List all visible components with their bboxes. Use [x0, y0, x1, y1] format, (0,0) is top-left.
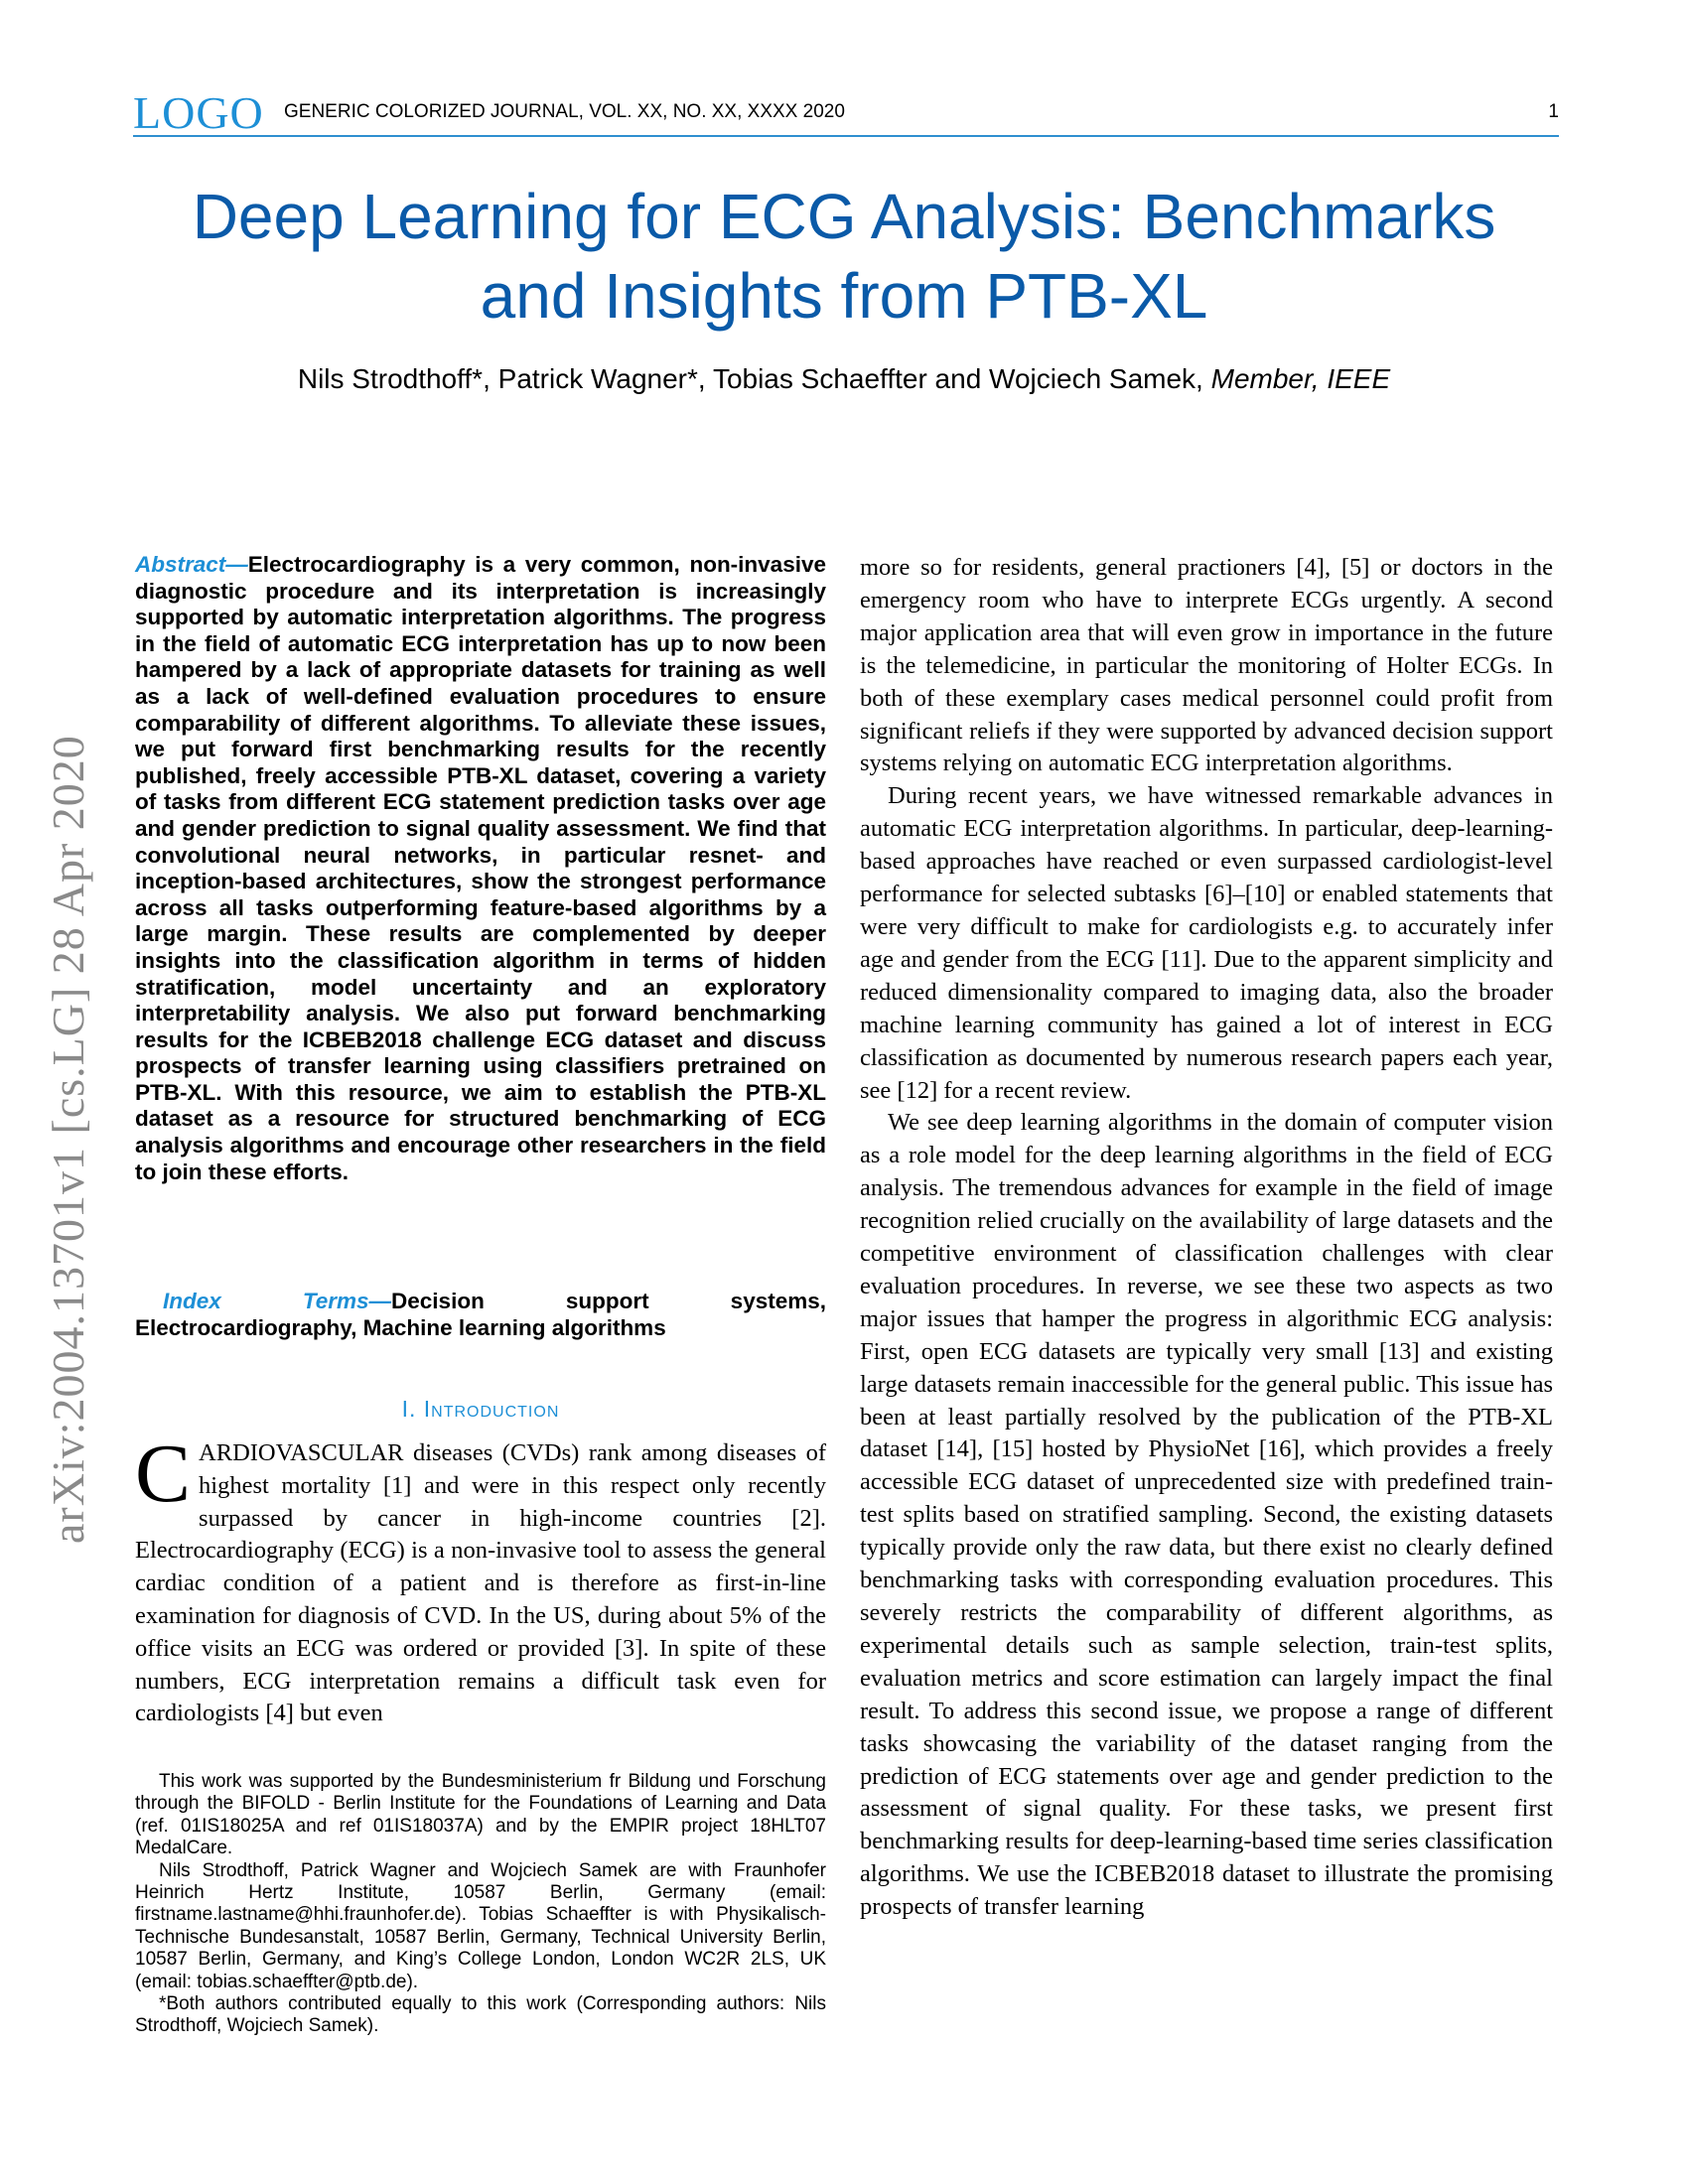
author-names: Nils Strodthoff*, Patrick Wagner*, Tobias Schaeffter and Wojciech Samek, [297, 363, 1211, 394]
drop-cap: C [135, 1428, 192, 1520]
abstract-lead: Abstract— [135, 552, 248, 577]
section-title: Introduction [423, 1396, 560, 1422]
body-paragraph: more so for residents, general practioners [4], [5] or doctors in the emergency room who have to interprete ECGs urgently. A second major application area that will even grow in importance in the future is the telemedicine, in particular the monitoring of Holter ECGs. In both of these exemplary cases medical personnel could profit from significant reliefs if they were supported by advanced decision support systems relying on automatic ECG interpretation algorithms. [860, 554, 1553, 777]
abstract [135, 552, 826, 1185]
index-terms [135, 1289, 826, 1341]
index-terms-text: Decision support systems, Electrocardiography, Machine learning algorithms [135, 1289, 826, 1340]
abstract-text: Electrocardiography is a very common, non-invasive diagnostic procedure and its interpretation is increasingly supported by automatic interpretation algorithms. The progress in the field of automatic ECG interpretation has up to now been hampered by a lack of appropriate datasets for training as well as a lack of well-defined evaluation procedures to ensure comparability of different algorithms. To alleviate these issues, we put forward first benchmarking results for the recently published, freely accessible PTB-XL dataset, covering a variety of tasks from different ECG statement prediction tasks over age and gender prediction to signal quality assessment. We find that convolutional neural networks, in particular resnet- and inception-based architectures, show the strongest performance across all tasks outperforming feature-based algorithms by a large margin. These results are complemented by deeper insights into the classification algorithm in terms of hidden stratification, model uncertainty and an exploratory interpretability analysis. We also put forward benchmarking results for the ICBEB2018 challenge ECG dataset and discuss prospects of transfer learning using classifiers pretrained on PTB-XL. With this resource, we aim to establish the PTB-XL dataset as a resource for structured benchmarking of ECG analysis algorithms and encourage other researchers in the field to join these efforts. [135, 552, 826, 1184]
intro-small-caps: ARDIOVASCULAR [199, 1439, 404, 1466]
footnote-equal-contribution: *Both authors contributed equally to this work (Corresponding authors: Nils Strodthoff, Wojciech Samek). [135, 1993, 826, 2037]
journal-logo: LOGO [133, 87, 264, 138]
page-number: 1 [1548, 101, 1559, 122]
footnote-affiliations: Nils Strodthoff, Patrick Wagner and Wojciech Samek are with Fraunhofer Heinrich Hertz Institute, 10587 Berlin, Germany (email: firstname.lastname@hhi.fraunhofer.de). Tobias Schaeffter is with Physikalisch-Technische Bundesanstalt, 10587 Berlin, Germany, Technical University Berlin, 10587 Berlin, Germany, and King’s College London, London WC2R 2LS, UK (email: tobias.schaeffter@ptb.de). [135, 1859, 826, 1992]
author-membership: Member, IEEE [1210, 363, 1391, 394]
introduction-paragraph [135, 1428, 826, 1730]
section-number: I. [401, 1396, 417, 1422]
title-line-2: and Insights from PTB-XL [480, 260, 1208, 332]
arxiv-side-stamp: arXiv:2004.13701v1 [cs.LG] 28 Apr 2020 [43, 735, 93, 1544]
body-paragraph: During recent years, we have witnessed remarkable advances in automatic ECG interpretation algorithms. In particular, deep-learning-based approaches have reached or even surpassed cardiologist-level performance for selected subtasks [6]–[10] or enabled statements that were very difficult to make for cardiologists e.g. to accurately infer age and gender from the ECG [11]. Due to the apparent simplicity and reduced dimensionality compared to imaging data, also the broader machine learning community has gained a lot of interest in ECG classification as documented by numerous research papers each year, see [12] for a recent review. [860, 782, 1553, 1104]
author-list [99, 363, 1589, 395]
right-column-body [860, 552, 1553, 1924]
paper-title [99, 177, 1589, 336]
index-terms-lead: Index Terms— [163, 1289, 392, 1313]
title-line-1: Deep Learning for ECG Analysis: Benchmarks [192, 181, 1496, 252]
journal-info: GENERIC COLORIZED JOURNAL, VOL. XX, NO. XX, XXXX 2020 [284, 101, 845, 122]
running-header [133, 87, 1559, 138]
intro-text: diseases (CVDs) rank among diseases of highest mortality [1] and were in this respect only recently surpassed by cancer in high-income countries [2]. Electrocardiography (ECG) is a non-invasive tool to assess the general cardiac condition of a patient and is therefore as first-in-line examination for diagnosis of CVD. In the US, during about 5% of the office visits an ECG was ordered or provided [3]. In spite of these numbers, ECG interpretation remains a difficult task even for cardiologists [4] but even [135, 1439, 826, 1727]
footnotes [135, 1771, 826, 2038]
footnote-funding: This work was supported by the Bundesministerium fr Bildung und Forschung through the BIFOLD - Berlin Institute for the Foundations of Learning and Data (ref. 01IS18025A and ref 01IS18037A) and by the EMPIR project 18HLT07 MedalCare. [135, 1771, 826, 1859]
section-heading-introduction [135, 1396, 826, 1423]
body-paragraph: We see deep learning algorithms in the domain of computer vision as a role model for the deep learning algorithms in the field of ECG analysis. The tremendous advances for example in the field of image recognition relied crucially on the availability of large datasets and the competitive environment of classification challenges with clear evaluation procedures. In reverse, we see these two aspects as two major issues that hamper the progress in algorithmic ECG analysis: First, open ECG datasets are typically very small [13] and existing large datasets remain inaccessible for the general public. This issue has been at least partially resolved by the publication of the PTB-XL dataset [14], [15] hosted by PhysioNet [16], which provides a freely accessible ECG dataset of unprecedented size with predefined train-test splits based on stratified sampling. Second, the existing datasets typically provide only the raw data, but there exist no clearly defined benchmarking tasks with corresponding evaluation procedures. This severely restricts the comparability of different algorithms, as experimental details such as sample selection, train-test splits, evaluation metrics and score estimation can largely impact the final result. To address this second issue, we propose a range of different tasks showcasing the variability of the dataset ranging from the prediction of ECG statements over age and gender prediction to the assessment of signal quality. For these tasks, we present first benchmarking results for deep-learning-based time series classification algorithms. We use the ICBEB2018 dataset to illustrate the promising prospects of transfer learning [860, 1109, 1553, 1921]
